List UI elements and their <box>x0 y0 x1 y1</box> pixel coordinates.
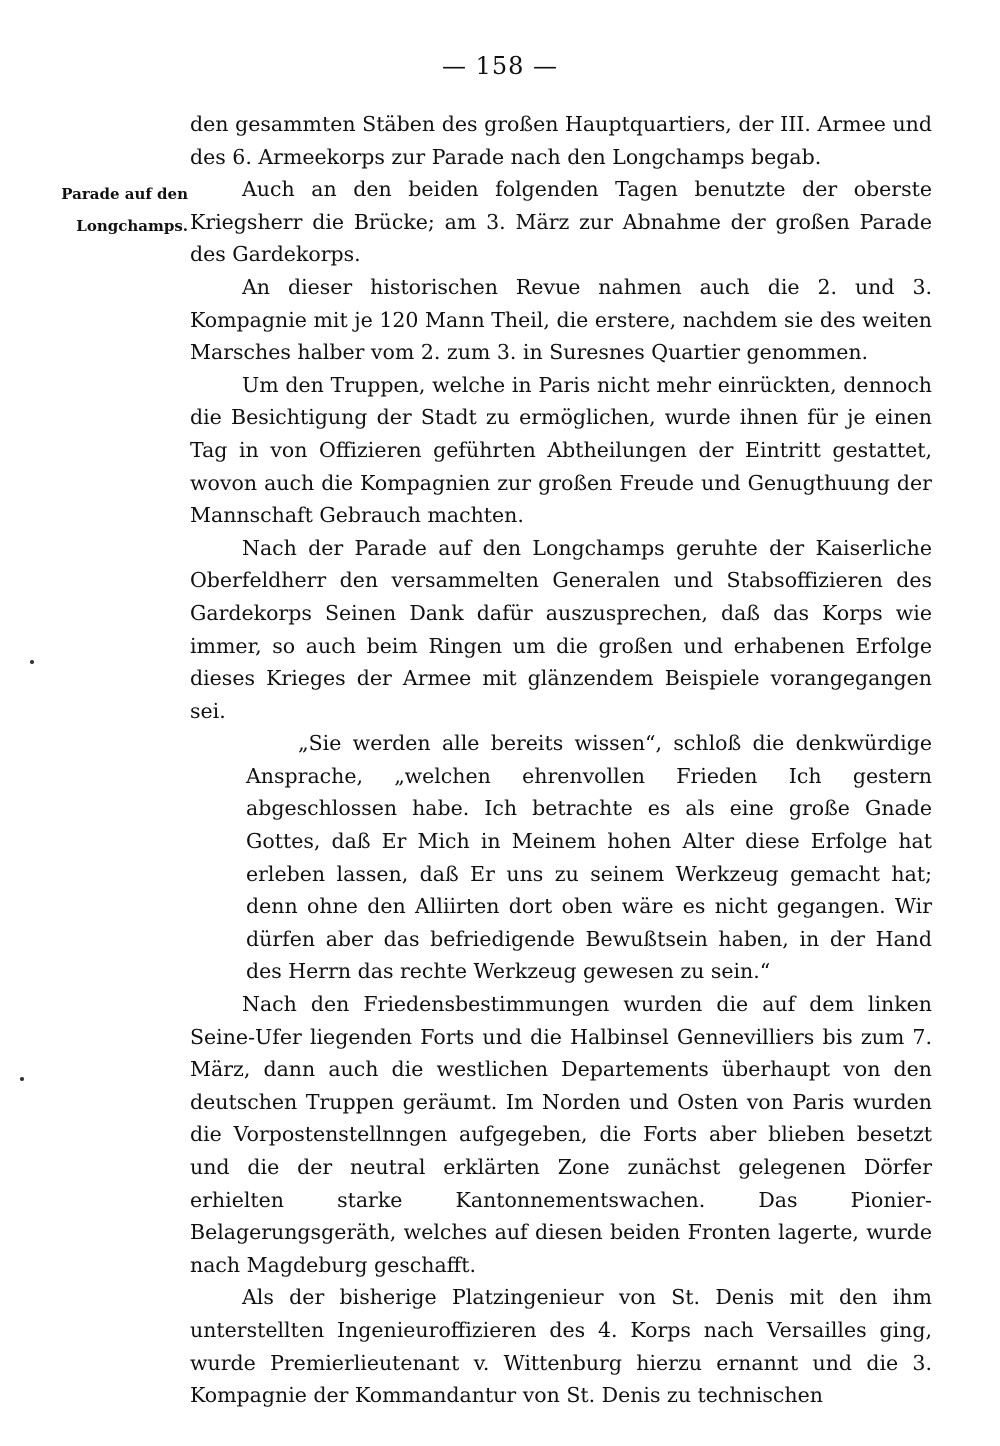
page-number: — 158 — <box>441 52 559 80</box>
paragraph: Nach der Parade auf den Longchamps geruhte der Kaiserliche Oberfeldherr den versammelten Generalen und Stabsoffizieren des Gardekorps Seinen Dank dafür auszusprechen, daß das Korps wie immer, so auch beim Ringen um die großen und erhabenen Erfolge dieses Krieges der Armee mit glänzendem Beispiele vorangegangen sei. <box>190 535 932 723</box>
scan-speck <box>30 660 34 664</box>
paragraph: Nach den Friedensbestimmungen wurden die auf dem linken Seine-Ufer liegenden Forts und die Halbinsel Gennevilliers bis zum 7. März, dann auch die westlichen Departements überhaupt von den deutschen Truppen geräumt. Im Norden und Osten von Paris wurden die Vorpostenstellnngen aufgegeben, die Forts aber blieben besetzt und die der neutral erklärten Zone zunächst gelegenen Dörfer erhielten starke Kantonnementswachen. Das Pionier-Belagerungsgeräth, welches auf diesen beiden Fronten lagerte, wurde nach Magdeburg geschafft. <box>190 992 932 1277</box>
margin-note-line-2: Longchamps. <box>76 217 188 235</box>
paragraph: den gesammten Stäben des großen Hauptquartiers, der III. Armee und des 6. Armeekorps zur Parade nach den Longchamps begab. <box>190 112 932 169</box>
paragraph: Auch an den beiden folgenden Tagen benutzte der oberste Kriegsherr die Brücke; am 3. März zur Abnahme der großen Parade des Gardekorps. <box>190 177 932 267</box>
paragraph: Um den Truppen, welche in Paris nicht mehr einrückten, dennoch die Besichtigung der Stadt zu ermöglichen, wurde ihnen für je einen Tag in von Offizieren geführten Abtheilungen der Eintritt gestattet, wovon auch die Kompagnien zur großen Freude und Genugthuung der Mannschaft Gebrauch machten. <box>190 372 932 528</box>
scan-speck <box>20 1077 24 1081</box>
paragraph: An dieser historischen Revue nahmen auch die 2. und 3. Kompagnie mit je 120 Mann Theil, die erstere, nachdem sie des weiten Marsches halber vom 2. zum 3. in Suresnes Quartier genommen. <box>190 274 932 365</box>
paragraph: Als der bisherige Platzingenieur von St. Denis mit den ihm unterstellten Ingenieuroffizieren des 4. Korps nach Versailles ging, wurde Premierlieutenant v. Wittenburg hierzu ernannt und die 3. Kompagnie der Kommandantur von St. Denis zu technischen <box>190 1285 932 1408</box>
quote-paragraph: „Sie werden alle bereits wissen“, schloß die denkwürdige Ansprache, „welchen ehrenvollen Frieden Ich gestern abgeschlossen habe. Ich betrachte es als eine große Gnade Gottes, daß Er Mich in Meinem hohen Alter diese Erfolge hat erleben lassen, daß Er uns zu seinem Werkzeug gemacht hat; denn ohne den Alliirten dort oben wäre es nicht gegangen. Wir dürfen aber das befriedigende Bewußtsein haben, in der Hand des Herrn das rechte Werkzeug gewesen zu sein.“ <box>246 731 932 984</box>
margin-note <box>58 178 188 242</box>
margin-note-line-1: Parade auf den <box>61 185 188 203</box>
body-text <box>190 108 932 1412</box>
